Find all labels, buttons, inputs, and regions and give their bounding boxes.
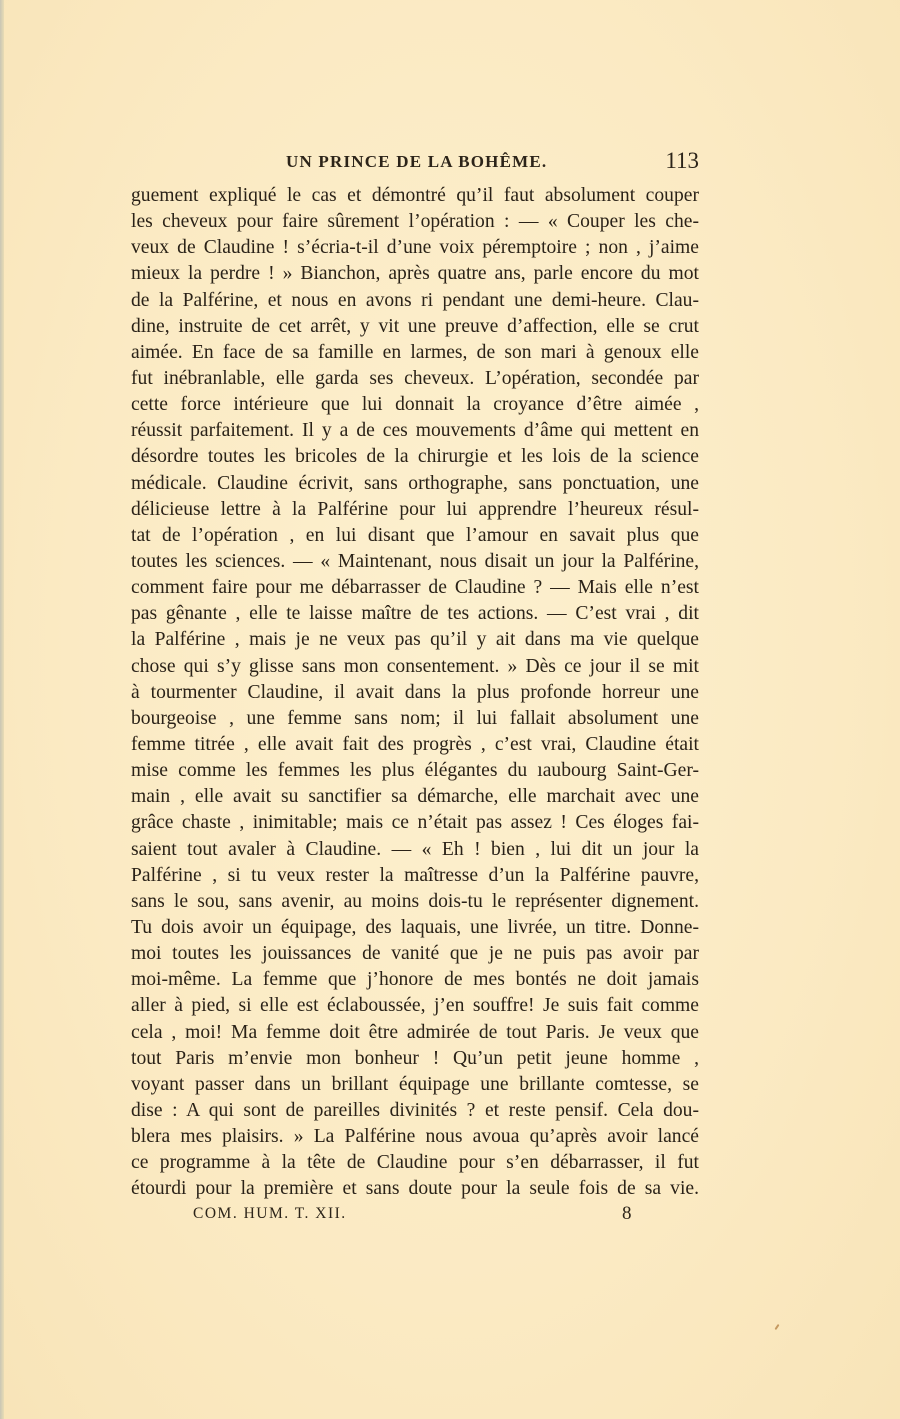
- text-line: Palférine , si tu veux rester la maîtresse d’un la Palférine pauvre,: [131, 864, 699, 886]
- text-line: ce programme à la tête de Claudine pour s’en débarrasser, il fut: [131, 1152, 699, 1174]
- text-line: réussit parfaitement. Il y a de ces mouvements d’âme qui mettent en: [131, 420, 699, 442]
- text-line: sans le sou, sans avenir, au moins dois-tu le représenter dignement.: [131, 890, 699, 912]
- text-line: chose qui s’y glisse sans mon consentement. » Dès ce jour il se mit: [131, 655, 699, 677]
- signature-mark: 8: [622, 1203, 632, 1224]
- text-line: dine, instruite de cet arrêt, y vit une preuve d’affection, elle se crut: [131, 315, 699, 337]
- text-line: à tourmenter Claudine, il avait dans la plus profonde horreur une: [131, 681, 699, 703]
- text-line: pas gênante , elle te laisse maître de tes actions. — C’est vrai , dit: [131, 603, 699, 625]
- text-line: de la Palférine, et nous en avons ri pendant une demi-heure. Clau-: [131, 289, 699, 311]
- text-line: dise : A qui sont de pareilles divinités ? et reste pensif. Cela dou-: [131, 1099, 699, 1121]
- running-title: UN PRINCE DE LA BOHÊME.: [286, 152, 548, 171]
- paper-speck: [774, 1324, 779, 1330]
- text-line: toutes les sciences. — « Maintenant, nous disait un jour la Palférine,: [131, 550, 699, 572]
- body-text: [131, 183, 699, 1202]
- running-head: [131, 148, 699, 178]
- text-line: cette force intérieure que lui donnait la croyance d’être aimée ,: [131, 394, 699, 416]
- text-line: moi-même. La femme que j’honore de mes bontés ne doit jamais: [131, 969, 699, 991]
- text-line: grâce chaste , inimitable; mais ce n’était pas assez ! Ces éloges fai-: [131, 812, 699, 834]
- text-line: délicieuse lettre à la Palférine pour lui apprendre l’heureux résul-: [131, 498, 699, 520]
- text-line: blera mes plaisirs. » La Palférine nous avoua qu’après avoir lancé: [131, 1126, 699, 1148]
- text-line: médicale. Claudine écrivit, sans orthographe, sans ponctuation, une: [131, 472, 699, 494]
- text-line: aller à pied, si elle est éclaboussée, j’en souffre! Je suis fait comme: [131, 995, 699, 1017]
- text-line: saient tout avaler à Claudine. — « Eh ! bien , lui dit un jour la: [131, 838, 699, 860]
- text-line: tout Paris m’envie mon bonheur ! Qu’un petit jeune homme ,: [131, 1047, 699, 1069]
- text-line: comment faire pour me débarrasser de Claudine ? — Mais elle n’est: [131, 577, 699, 599]
- page-edge-shadow: [0, 0, 4, 1419]
- text-line: étourdi pour la première et sans doute pour la seule fois de sa vie.: [131, 1178, 699, 1200]
- text-line: fut inébranlable, elle garda ses cheveux. L’opération, secondée par: [131, 367, 699, 389]
- text-line: aimée. En face de sa famille en larmes, de son mari à genoux elle: [131, 341, 699, 363]
- text-line: voyant passer dans un brillant équipage une brillante comtesse, se: [131, 1073, 699, 1095]
- text-line: désordre toutes les bricoles de la chirurgie et les lois de la science: [131, 446, 699, 468]
- page-number: 113: [665, 148, 699, 173]
- text-line: mieux la perdre ! » Bianchon, après quatre ans, parle encore du mot: [131, 263, 699, 285]
- text-line: moi toutes les jouissances de vanité que je ne puis pas avoir par: [131, 943, 699, 965]
- signature-line: [131, 1205, 699, 1231]
- text-line: la Palférine , mais je ne veux pas qu’il y ait dans ma vie quelque: [131, 629, 699, 651]
- text-line: Tu dois avoir un équipage, des laquais, une livrée, un titre. Donne-: [131, 916, 699, 938]
- text-line: femme titrée , elle avait fait des progrès , c’est vrai, Claudine était: [131, 733, 699, 755]
- text-line: bourgeoise , une femme sans nom; il lui fallait absolument une: [131, 707, 699, 729]
- text-line: tat de l’opération , en lui disant que l’amour en savait plus que: [131, 524, 699, 546]
- text-line: cela , moi! Ma femme doit être admirée de tout Paris. Je veux que: [131, 1021, 699, 1043]
- text-line: guement expliqué le cas et démontré qu’il faut absolument couper: [131, 185, 699, 206]
- text-line: veux de Claudine ! s’écria-t-il d’une voix péremptoire ; non , j’aime: [131, 237, 699, 259]
- text-line: main , elle avait su sanctifier sa démarche, elle marchait avec une: [131, 786, 699, 808]
- text-line: les cheveux pour faire sûrement l’opération : — « Couper les che-: [131, 211, 699, 233]
- volume-signature: COM. HUM. T. XII.: [193, 1205, 347, 1222]
- text-line: mise comme les femmes les plus élégantes du ıaubourg Saint-Ger-: [131, 760, 699, 782]
